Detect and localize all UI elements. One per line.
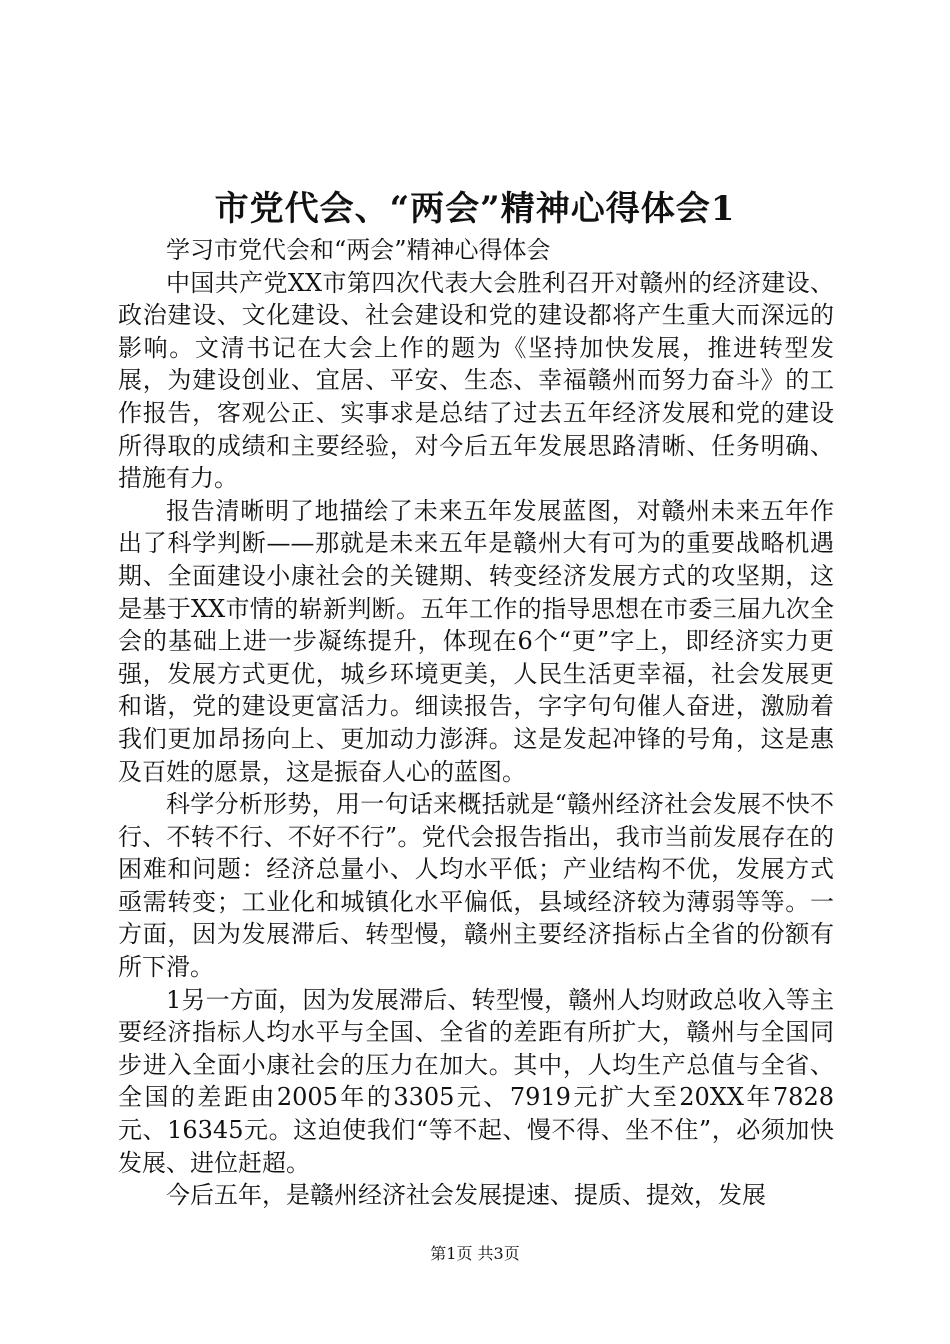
paragraph-2: 报告清晰明了地描绘了未来五年发展蓝图，对赣州未来五年作出了科学判断——那就是未来五年是赣州大有可为的重要战略机遇期、全面建设小康社会的关键期、转变经济发展方式的攻坚期，这是基于XX市情的崭新判断。五年工作的指导思想在市委三届九次全会的基础上进一步凝练提升，体现在6个“更”字上，即经济实力更强，发展方式更优，城乡环境更美，人民生活更幸福，社会发展更和谐，党的建设更富活力。细读报告，字字句句催人奋进，激励着我们更加昂扬向上、更加动力澎湃。这是发起冲锋的号角，这是惠及百姓的愿景，这是振奋人心的蓝图。 [118,496,834,786]
paragraph-4: 1另一方面，因为发展滞后、转型慢，赣州人均财政总收入等主要经济指标人均水平与全国、全省的差距有所扩大，赣州与全国同步进入全面小康社会的压力在加大。其中，人均生产总值与全省、全国的差距由2005年的3305元、7919元扩大至20XX年7828元、16345元。这迫使我们“等不起、慢不得、坐不住”，必须加快发展、进位赶超。 [118,985,834,1177]
paragraph-subtitle: 学习市党代会和“两会”精神心得体会 [166,236,551,264]
paragraph-1: 中国共产党XX市第四次代表大会胜利召开对赣州的经济建设、政治建设、文化建设、社会建设和党的建设都将产生重大而深远的影响。文清书记在大会上作的题为《坚持加快发展，推进转型发展，为建设创业、宜居、平安、生态、幸福赣州而努力奋斗》的工作报告，客观公正、实事求是总结了过去五年经济发展和党的建设所得取的成绩和主要经验，对今后五年发展思路清晰、任务明确、措施有力。 [118,268,834,493]
document-title: 市党代会、“两会”精神心得体会1 [214,189,736,229]
paragraph-5: 今后五年，是赣州经济社会发展提速、提质、提效，发展 [166,1181,766,1210]
paragraph-3: 科学分析形势，用一句话来概括就是“赣州经济社会发展不快不行、不转不行、不好不行”。党代会报告指出，我市当前发展存在的困难和问题：经济总量小、人均水平低；产业结构不优，发展方式亟需转变；工业化和城镇化水平偏低，县域经济较为薄弱等等。一方面，因为发展滞后、转型慢，赣州主要经济指标占全省的份额有所下滑。 [118,790,834,982]
document-body [118,234,834,1212]
page-number-footer: 第1页 共3页 [430,1244,520,1263]
